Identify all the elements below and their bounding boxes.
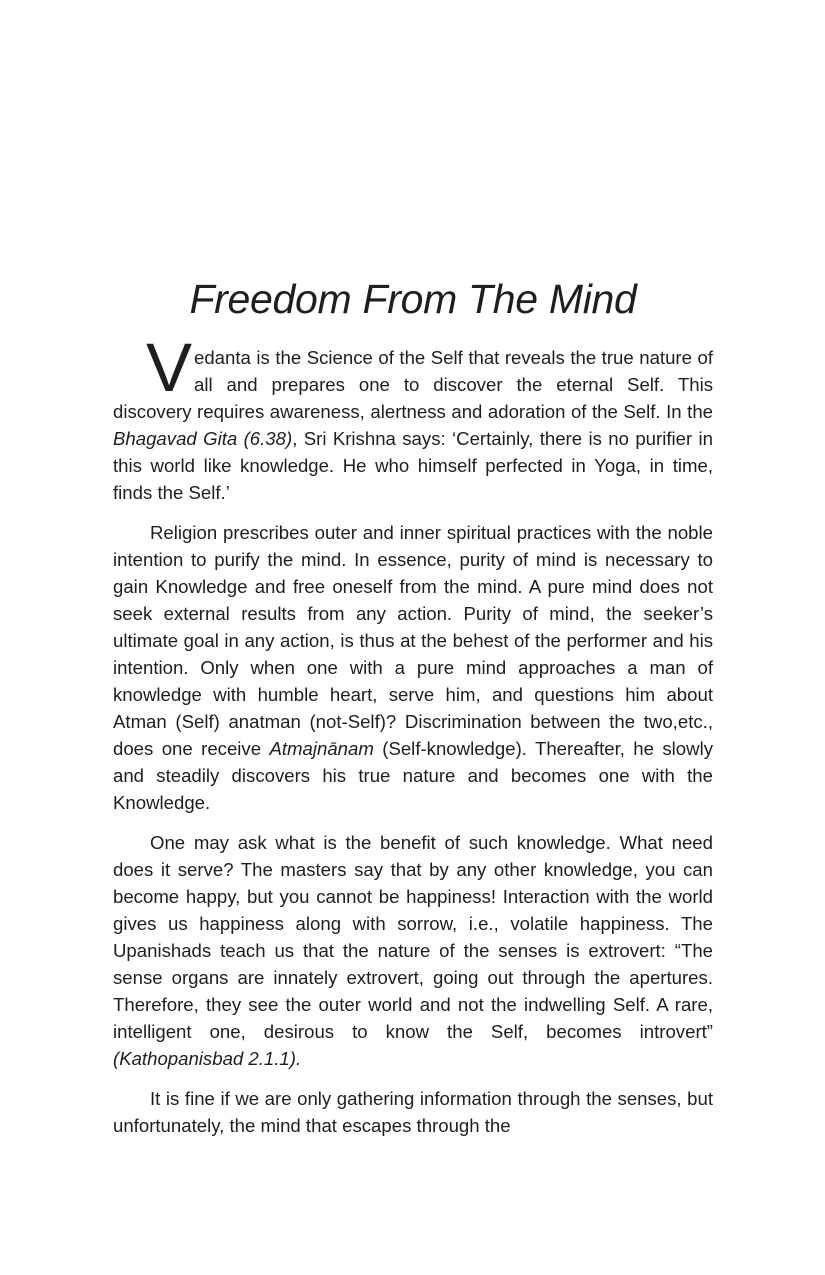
paragraph-2-text-b: (Self-knowledge). Thereafter, he slowly and steadily discovers his true nature and becomes one with the Knowledge. (113, 738, 713, 813)
atmajnanam-term: Atmajnānam (269, 738, 374, 759)
drop-cap-box (113, 329, 194, 406)
page-content (113, 270, 713, 1152)
paragraph-1-text-b: , Sri Krishna says: ‘Certainly, there is no purifier in this world like knowledge. He who himself perfected in Yoga, in time, finds the Self.’ (113, 428, 713, 503)
paragraph-2-text-a: Religion prescribes outer and inner spiritual practices with the noble intention to purify the mind. In essence, purity of mind is necessary to gain Knowledge and free oneself from the mind. A pure mind does not seek external results from any action. Purity of mind, the seeker’s ultimate goal in any action, is thus at the behest of the performer and his intention. Only when one with a pure mind approaches a man of knowledge with humble heart, serve him, and questions him about Atman (Self) anatman (not-Self)? Discrimination between the two,etc., does one receive (113, 522, 713, 759)
drop-cap: V (145, 329, 192, 406)
kathopanisbad-reference: (Kathopanisbad 2.1.1). (113, 1048, 302, 1069)
paragraph-1 (113, 329, 713, 506)
gita-reference: Bhagavad Gita (6.38) (113, 428, 293, 449)
paragraph-2 (113, 519, 713, 816)
paragraph-3-text: One may ask what is the benefit of such knowledge. What need does it serve? The masters say that by any other knowledge, you can become happy, but you cannot be happiness! Interaction with the world gives us happiness along with sorrow, i.e., volatile happiness. The Upanishads teach us that the nature of the senses is extrovert: “The sense organs are innately extrovert, going out through the apertures. Therefore, they see the outer world and not the indwelling Self. A rare, intelligent one, desirous to know the Self, becomes introvert” (113, 832, 713, 1042)
paragraph-4-text: It is fine if we are only gathering information through the senses, but unfortunately, the mind that escapes through the (113, 1088, 713, 1136)
paragraph-3 (113, 829, 713, 1072)
chapter-title: Freedom From The Mind (189, 276, 637, 322)
paragraph-4 (113, 1085, 713, 1139)
paragraph-1-text-a: edanta is the Science of the Self that reveals the true nature of all and prepares one to discover the eternal Self. This discovery requires awareness, alertness and adoration of the Self. In the (113, 347, 713, 422)
